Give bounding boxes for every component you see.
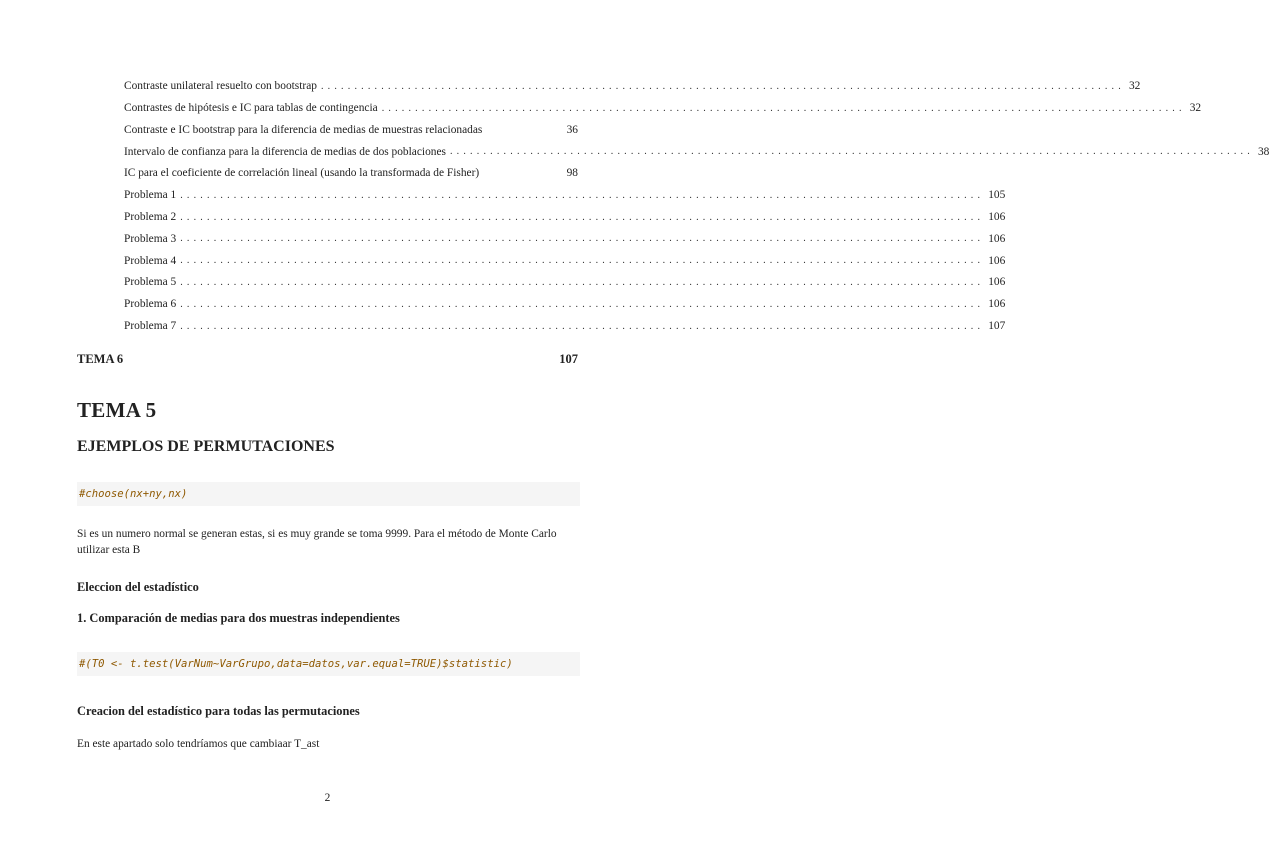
- toc-entry-label: Contraste unilateral resuelto con bootstrap: [124, 80, 317, 93]
- toc-entry-page: 32: [1128, 80, 1141, 93]
- toc-entry-page: 106: [988, 276, 1006, 289]
- toc-leader-dots: ........................................................................................................................: [180, 233, 985, 245]
- subheading-eleccion: Eleccion del estadístico: [77, 580, 199, 594]
- subheading-comparacion: 1. Comparación de medias para dos muestras independientes: [77, 611, 400, 625]
- toc-leader-dots: ........................................................................................................................: [381, 102, 1186, 114]
- toc-leader-dots: ........................................................................................................................: [180, 255, 985, 267]
- toc-entry[interactable]: [124, 294, 1006, 316]
- toc-leader-dots: ........................................................................................................................: [180, 211, 985, 223]
- toc-tema-6-entry[interactable]: [77, 352, 578, 367]
- toc-leader-dots: ........................................................................................................................: [320, 80, 1125, 92]
- toc-entry-label: Problema 5: [124, 276, 177, 289]
- toc-entry-label: IC para el coeficiente de correlación lineal (usando la transformada de Fisher): [124, 167, 480, 180]
- toc-entry-page: 38: [1257, 145, 1269, 158]
- toc-entry-page: 106: [988, 210, 1006, 223]
- toc-entry-label: Problema 2: [124, 210, 177, 223]
- toc-entry[interactable]: [124, 316, 1006, 338]
- toc-entry-page: 105: [988, 189, 1006, 202]
- toc-entry[interactable]: [124, 185, 1006, 207]
- toc-entry-label: Problema 6: [124, 298, 177, 311]
- section-heading: EJEMPLOS DE PERMUTACIONES: [77, 438, 335, 455]
- page-number: 2: [324, 792, 331, 804]
- toc-entry-label: Problema 1: [124, 189, 177, 202]
- code-line: #choose(nx+ny,nx): [79, 488, 188, 500]
- code-block-choose: [77, 482, 580, 506]
- table-of-contents: [124, 76, 1269, 338]
- toc-entry[interactable]: [124, 141, 1269, 163]
- toc-entry-page: 36: [566, 123, 578, 136]
- toc-entry-label: Contrastes de hipótesis e IC para tablas de contingencia: [124, 101, 378, 114]
- toc-entry-page: 106: [988, 298, 1006, 311]
- toc-entry[interactable]: [124, 229, 1006, 251]
- paragraph-t-ast: En este apartado solo tendríamos que cambiaar T_ast: [77, 738, 320, 750]
- toc-entry[interactable]: [124, 272, 1006, 294]
- toc-entry-label: Intervalo de confianza para la diferencia de medias de dos poblaciones: [124, 145, 446, 158]
- toc-entry[interactable]: [124, 76, 1141, 98]
- toc-entry-label: Contraste e IC bootstrap para la diferencia de medias de muestras relacionadas: [124, 123, 483, 136]
- toc-entry-label: Problema 7: [124, 319, 177, 332]
- toc-leader-dots: ........................................................................................................................: [180, 189, 985, 201]
- toc-entry-page: 107: [988, 319, 1006, 332]
- toc-leader-dots: ........................................................................................................................: [449, 146, 1254, 158]
- toc-leader-dots: ........................................................................................................................: [180, 298, 985, 310]
- toc-entry-page: 32: [1189, 101, 1202, 114]
- subheading-creacion: Creacion del estadístico para todas las permutaciones: [77, 704, 360, 718]
- page-title: TEMA 5: [77, 398, 157, 422]
- toc-entry-page: 106: [988, 232, 1006, 245]
- code-block-ttest: [77, 652, 580, 676]
- paragraph-monte-carlo: Si es un numero normal se generan estas, si es muy grande se toma 9999. Para el método de Monte Carlo utilizar esta B: [77, 528, 557, 557]
- toc-entry[interactable]: [124, 163, 578, 185]
- toc-entry[interactable]: [124, 207, 1006, 229]
- toc-entry[interactable]: [124, 250, 1006, 272]
- toc-entry-label: Problema 3: [124, 232, 177, 245]
- toc-entry[interactable]: [124, 120, 578, 142]
- toc-entry-label: Problema 4: [124, 254, 177, 267]
- toc-leader-dots: ........................................................................................................................: [180, 320, 985, 332]
- toc-entry-page: 106: [988, 254, 1006, 267]
- toc-entry[interactable]: [124, 98, 1202, 120]
- code-line: #(T0 <- t.test(VarNum~VarGrupo,data=datos,var.equal=TRUE)$statistic): [79, 658, 513, 670]
- toc-tema-label: TEMA 6: [77, 352, 124, 366]
- toc-leader-dots: ........................................................................................................................: [180, 277, 985, 289]
- toc-entry-page: 98: [566, 167, 578, 180]
- toc-tema-page: 107: [559, 352, 578, 366]
